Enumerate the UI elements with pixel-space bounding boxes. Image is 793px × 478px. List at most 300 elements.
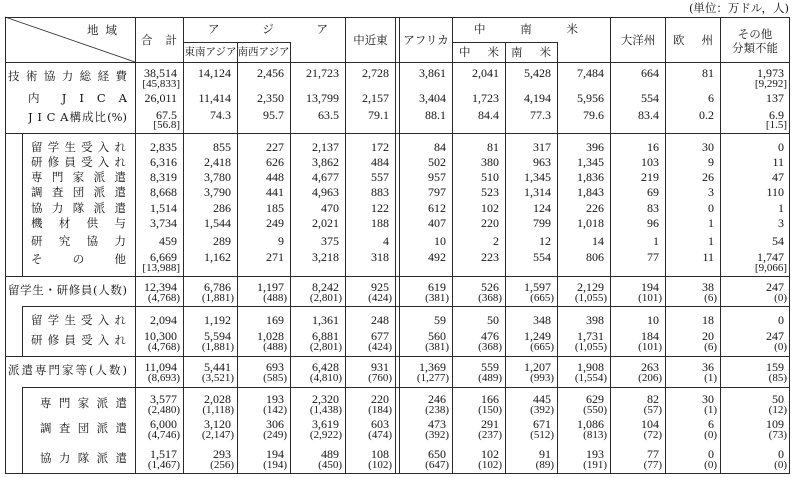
secondary-value: (392) — [530, 404, 554, 416]
value-cell: 10 — [434, 234, 446, 248]
secondary-value: (102) — [368, 459, 392, 471]
value-cell: 5,956 — [577, 91, 604, 105]
secondary-value: (85) — [768, 372, 787, 384]
value-cell: 11 — [772, 155, 784, 169]
header-southeast-asia: 東南アジア — [184, 46, 237, 58]
secondary-value: (8,693) — [147, 372, 180, 384]
row-label: 派遣専門家等(人数) — [8, 363, 127, 377]
value-cell: 6,881 — [312, 329, 339, 343]
secondary-value: (0) — [774, 459, 787, 471]
value-cell: 79.6 — [583, 108, 604, 122]
value-cell: 83 — [647, 201, 659, 215]
value-cell: 3,780 — [204, 170, 231, 184]
value-cell: 473 — [428, 417, 446, 431]
value-cell: 925 — [371, 280, 389, 294]
value-cell: 223 — [481, 250, 499, 264]
value-cell: 63.5 — [318, 108, 339, 122]
value-cell: 2,129 — [577, 280, 604, 294]
value-cell: 1,973 — [757, 66, 784, 80]
secondary-value: (2,801) — [309, 292, 342, 304]
secondary-value: (2,480) — [147, 404, 180, 416]
value-cell: 1 — [653, 234, 659, 248]
value-cell: 169 — [266, 313, 284, 327]
value-cell: 3,404 — [419, 91, 446, 105]
secondary-value: (993) — [530, 372, 554, 384]
value-cell: 291 — [481, 417, 499, 431]
value-cell: 470 — [321, 201, 339, 215]
value-cell: 11 — [702, 250, 714, 264]
value-cell: 554 — [641, 91, 659, 105]
secondary-value: (194) — [263, 459, 287, 471]
value-cell: 560 — [428, 329, 446, 343]
secondary-value: (1,055) — [574, 341, 607, 353]
secondary-value: (4,768) — [147, 341, 180, 353]
value-cell: 2,137 — [312, 140, 339, 154]
unit-note: (単位：万ドル，人) — [688, 1, 789, 15]
secondary-value: (57) — [643, 404, 662, 416]
value-cell: 664 — [641, 66, 659, 80]
value-cell: 1 — [708, 234, 714, 248]
row-label: 技 術 協 力 総 経 費 — [8, 69, 127, 83]
secondary-value: (1,881) — [201, 341, 234, 353]
header-oceania: 大洋州 — [620, 33, 656, 47]
secondary-value: (665) — [530, 341, 554, 353]
value-cell: 13,799 — [306, 91, 339, 105]
row-label: 留学生・研修員(人数) — [8, 283, 127, 297]
secondary-value: (813) — [583, 429, 607, 441]
value-cell: 0 — [708, 447, 714, 461]
secondary-value: (102) — [478, 459, 502, 471]
value-cell: 1,544 — [204, 216, 231, 230]
value-cell: 1,018 — [577, 216, 604, 230]
value-cell: 3,734 — [150, 216, 177, 230]
secondary-value: (101) — [638, 292, 662, 304]
value-cell: 83.4 — [638, 108, 659, 122]
value-cell: 77 — [647, 447, 659, 461]
value-cell: 629 — [586, 392, 604, 406]
value-cell: 1 — [778, 201, 784, 215]
value-cell: 26 — [702, 170, 714, 184]
value-cell: 1,086 — [577, 417, 604, 431]
secondary-value: (2,922) — [309, 429, 342, 441]
secondary-value: (1,277) — [416, 372, 449, 384]
secondary-value: (424) — [368, 292, 392, 304]
value-cell: 2,728 — [362, 66, 389, 80]
value-cell: 166 — [481, 392, 499, 406]
value-cell: 122 — [371, 201, 389, 215]
value-cell: 1,197 — [257, 280, 284, 294]
header-europe: 欧 州 — [673, 33, 713, 47]
value-cell: 3,120 — [204, 417, 231, 431]
secondary-value: (0) — [704, 459, 717, 471]
value-cell: 2,041 — [472, 66, 499, 80]
value-cell: 554 — [533, 250, 551, 264]
value-cell: 8,668 — [150, 185, 177, 199]
value-cell: 1,361 — [312, 313, 339, 327]
value-cell: 855 — [213, 140, 231, 154]
secondary-value: (238) — [425, 404, 449, 416]
value-cell: 523 — [481, 185, 499, 199]
value-cell: 77.3 — [530, 108, 551, 122]
value-cell: 6 — [708, 91, 714, 105]
value-cell: 2 — [493, 234, 499, 248]
value-cell: 30 — [702, 140, 714, 154]
value-cell: 188 — [371, 216, 389, 230]
value-cell: 9 — [708, 155, 714, 169]
secondary-value: (89) — [535, 459, 554, 471]
value-cell: 6.9 — [769, 108, 784, 122]
value-cell: 108 — [371, 447, 389, 461]
value-cell: 963 — [533, 155, 551, 169]
value-cell: 11,414 — [198, 91, 231, 105]
value-cell: 96 — [647, 216, 659, 230]
secondary-value: (12) — [768, 404, 787, 416]
value-cell: 476 — [481, 329, 499, 343]
value-cell: 5,594 — [204, 329, 231, 343]
secondary-value: [9,066] — [754, 262, 787, 274]
secondary-value: (368) — [478, 341, 502, 353]
secondary-value: (2,147) — [201, 429, 234, 441]
secondary-value: (77) — [643, 459, 662, 471]
value-cell: 74.3 — [210, 108, 231, 122]
value-cell: 226 — [586, 201, 604, 215]
header-unclassified: 分類不能 — [732, 41, 778, 55]
value-cell: 6,000 — [150, 417, 177, 431]
secondary-value: [56.8] — [153, 119, 180, 131]
secondary-value: (142) — [263, 404, 287, 416]
value-cell: 626 — [266, 155, 284, 169]
value-cell: 6 — [708, 417, 714, 431]
header-south-america: 南 米 — [511, 45, 551, 59]
row-label: J I C A構成比(%) — [28, 110, 127, 124]
value-cell: 219 — [641, 170, 659, 184]
row-label: 協 力 隊 派 遣 — [31, 201, 126, 215]
value-cell: 247 — [766, 280, 784, 294]
row-label: 内 J I C A — [28, 91, 127, 105]
value-cell: 102 — [481, 201, 499, 215]
value-cell: 26,011 — [144, 91, 177, 105]
value-cell: 59 — [434, 313, 446, 327]
value-cell: 306 — [266, 417, 284, 431]
secondary-value: (0) — [774, 292, 787, 304]
secondary-value: (72) — [643, 429, 662, 441]
value-cell: 4 — [383, 234, 389, 248]
value-cell: 247 — [766, 329, 784, 343]
value-cell: 3 — [778, 216, 784, 230]
value-cell: 1,747 — [757, 250, 784, 264]
value-cell: 398 — [586, 313, 604, 327]
value-cell: 883 — [371, 185, 389, 199]
value-cell: 124 — [533, 201, 551, 215]
secondary-value: (489) — [478, 372, 502, 384]
secondary-value: (488) — [263, 292, 287, 304]
value-cell: 11,094 — [144, 360, 177, 374]
value-cell: 54 — [772, 234, 784, 248]
secondary-value: (424) — [368, 341, 392, 353]
secondary-value: (585) — [263, 372, 287, 384]
value-cell: 1,249 — [524, 329, 551, 343]
value-cell: 194 — [266, 447, 284, 461]
secondary-value: (0) — [704, 429, 717, 441]
value-cell: 82 — [647, 392, 659, 406]
value-cell: 77 — [647, 250, 659, 264]
value-cell: 5,441 — [204, 360, 231, 374]
value-cell: 448 — [266, 170, 284, 184]
secondary-value: (1) — [704, 404, 717, 416]
value-cell: 348 — [533, 313, 551, 327]
value-cell: 50 — [772, 392, 784, 406]
value-cell: 88.1 — [425, 108, 446, 122]
value-cell: 677 — [371, 329, 389, 343]
header-other: その他 — [737, 27, 773, 41]
secondary-value: (474) — [368, 429, 392, 441]
value-cell: 220 — [481, 216, 499, 230]
secondary-value: [13,988] — [142, 262, 180, 274]
header-central-america: 中 米 — [459, 45, 499, 59]
secondary-value: (1,438) — [309, 404, 342, 416]
value-cell: 50 — [487, 313, 499, 327]
value-cell: 172 — [371, 140, 389, 154]
value-cell: 6,428 — [312, 360, 339, 374]
value-cell: 2,350 — [257, 91, 284, 105]
header-total: 合 計 — [141, 33, 177, 47]
value-cell: 137 — [766, 91, 784, 105]
value-cell: 193 — [266, 392, 284, 406]
value-cell: 3,790 — [204, 185, 231, 199]
value-cell: 459 — [159, 234, 177, 248]
value-cell: 484 — [371, 155, 389, 169]
value-cell: 806 — [586, 250, 604, 264]
value-cell: 2,028 — [204, 392, 231, 406]
value-cell: 0 — [708, 201, 714, 215]
value-cell: 4,963 — [312, 185, 339, 199]
value-cell: 1,908 — [577, 360, 604, 374]
value-cell: 159 — [766, 360, 784, 374]
value-cell: 14 — [592, 234, 604, 248]
value-cell: 6,669 — [150, 250, 177, 264]
value-cell: 3,861 — [419, 66, 446, 80]
value-cell: 10 — [647, 313, 659, 327]
value-cell: 1,723 — [472, 91, 499, 105]
value-cell: 8,319 — [150, 170, 177, 184]
value-cell: 81 — [702, 66, 714, 80]
row-label: 専 門 家 派 遣 — [31, 170, 126, 184]
secondary-value: (381) — [425, 292, 449, 304]
value-cell: 16 — [647, 140, 659, 154]
value-cell: 21,723 — [306, 66, 339, 80]
value-cell: 1,517 — [150, 447, 177, 461]
secondary-value: (6) — [704, 292, 717, 304]
value-cell: 1 — [708, 216, 714, 230]
value-cell: 293 — [213, 447, 231, 461]
value-cell: 3,619 — [312, 417, 339, 431]
value-cell: 489 — [321, 447, 339, 461]
secondary-value: (760) — [368, 372, 392, 384]
value-cell: 7,484 — [577, 66, 604, 80]
secondary-value: (450) — [318, 459, 342, 471]
value-cell: 2,835 — [150, 140, 177, 154]
value-cell: 289 — [213, 234, 231, 248]
value-cell: 4,677 — [312, 170, 339, 184]
value-cell: 69 — [647, 185, 659, 199]
value-cell: 102 — [481, 447, 499, 461]
value-cell: 1,314 — [524, 185, 551, 199]
row-label: 研 修 員 受 入 れ — [31, 333, 126, 347]
value-cell: 445 — [533, 392, 551, 406]
value-cell: 318 — [371, 250, 389, 264]
row-label: そ の 他 — [31, 252, 126, 266]
value-cell: 1,162 — [204, 250, 231, 264]
value-cell: 91 — [539, 447, 551, 461]
value-cell: 492 — [428, 250, 446, 264]
row-label: 留 学 生 受 入 れ — [31, 313, 126, 327]
header-latin-america: 中 南 米 — [474, 22, 578, 36]
value-cell: 109 — [766, 417, 784, 431]
value-cell: 407 — [428, 216, 446, 230]
value-cell: 104 — [641, 417, 659, 431]
value-cell: 184 — [641, 329, 659, 343]
value-cell: 12,394 — [144, 280, 177, 294]
value-cell: 931 — [371, 360, 389, 374]
value-cell: 1,731 — [577, 329, 604, 343]
row-label: 留 学 生 受 入 れ — [31, 140, 126, 154]
value-cell: 0 — [778, 447, 784, 461]
value-cell: 1,369 — [419, 360, 446, 374]
value-cell: 650 — [428, 447, 446, 461]
secondary-value: (191) — [583, 459, 607, 471]
row-label: 調 査 団 派 遣 — [40, 421, 127, 435]
value-cell: 559 — [481, 360, 499, 374]
value-cell: 249 — [266, 216, 284, 230]
value-cell: 263 — [641, 360, 659, 374]
value-cell: 38 — [702, 280, 714, 294]
value-cell: 110 — [766, 185, 784, 199]
value-cell: 1,514 — [150, 201, 177, 215]
value-cell: 2,021 — [312, 216, 339, 230]
row-label: 専 門 家 派 遣 — [40, 396, 127, 410]
value-cell: 612 — [428, 201, 446, 215]
secondary-value: (1,055) — [574, 292, 607, 304]
value-cell: 3,218 — [312, 250, 339, 264]
value-cell: 441 — [266, 185, 284, 199]
secondary-value: (206) — [638, 372, 662, 384]
secondary-value: (4,810) — [309, 372, 342, 384]
secondary-value: (665) — [530, 292, 554, 304]
value-cell: 797 — [428, 185, 446, 199]
header-asia: ア ジ ア — [208, 22, 328, 36]
value-cell: 799 — [533, 216, 551, 230]
value-cell: 1,028 — [257, 329, 284, 343]
secondary-value: (512) — [530, 429, 554, 441]
header-middle-east: 中近東 — [353, 33, 388, 47]
value-cell: 9 — [278, 234, 284, 248]
value-cell: 20 — [702, 329, 714, 343]
row-label: 調 査 団 派 遣 — [31, 185, 126, 199]
value-cell: 557 — [371, 170, 389, 184]
value-cell: 67.5 — [156, 108, 177, 122]
value-cell: 36 — [702, 360, 714, 374]
value-cell: 220 — [371, 392, 389, 406]
value-cell: 84.4 — [478, 108, 499, 122]
value-cell: 380 — [481, 155, 499, 169]
value-cell: 3,862 — [312, 155, 339, 169]
value-cell: 396 — [586, 140, 604, 154]
value-cell: 103 — [641, 155, 659, 169]
value-cell: 5,428 — [524, 66, 551, 80]
secondary-value: (6) — [704, 341, 717, 353]
value-cell: 510 — [481, 170, 499, 184]
value-cell: 1,597 — [524, 280, 551, 294]
value-cell: 526 — [481, 280, 499, 294]
value-cell: 0 — [778, 140, 784, 154]
value-cell: 18 — [702, 313, 714, 327]
secondary-value: [9,292] — [754, 78, 787, 90]
value-cell: 375 — [321, 234, 339, 248]
value-cell: 271 — [266, 250, 284, 264]
row-label: 研 修 員 受 入 れ — [31, 155, 126, 169]
value-cell: 38,514 — [144, 66, 177, 80]
header-southwest-asia: 南西アジア — [237, 46, 290, 58]
value-cell: 81 — [487, 140, 499, 154]
value-cell: 3 — [708, 185, 714, 199]
secondary-value: (647) — [425, 459, 449, 471]
value-cell: 286 — [213, 201, 231, 215]
value-cell: 6,786 — [204, 280, 231, 294]
value-cell: 95.7 — [263, 108, 284, 122]
secondary-value: [45,833] — [142, 78, 180, 90]
value-cell: 1,836 — [577, 170, 604, 184]
header-africa: アフリカ — [403, 33, 449, 47]
value-cell: 0.2 — [699, 108, 714, 122]
value-cell: 227 — [266, 140, 284, 154]
value-cell: 2,418 — [204, 155, 231, 169]
value-cell: 14,124 — [198, 66, 231, 80]
value-cell: 3,577 — [150, 392, 177, 406]
secondary-value: (381) — [425, 341, 449, 353]
secondary-value: (550) — [583, 404, 607, 416]
secondary-value: (392) — [425, 429, 449, 441]
secondary-value: (4,746) — [147, 429, 180, 441]
secondary-value: (184) — [368, 404, 392, 416]
value-cell: 79.1 — [368, 108, 389, 122]
secondary-value: (150) — [478, 404, 502, 416]
value-cell: 317 — [533, 140, 551, 154]
value-cell: 10,300 — [144, 329, 177, 343]
secondary-value: (237) — [478, 429, 502, 441]
value-cell: 248 — [371, 313, 389, 327]
secondary-value: (2,801) — [309, 341, 342, 353]
value-cell: 502 — [428, 155, 446, 169]
secondary-value: (101) — [638, 341, 662, 353]
value-cell: 246 — [428, 392, 446, 406]
value-cell: 47 — [772, 170, 784, 184]
value-cell: 2,157 — [362, 91, 389, 105]
secondary-value: (4,768) — [147, 292, 180, 304]
secondary-value: (1,467) — [147, 459, 180, 471]
value-cell: 1,345 — [577, 155, 604, 169]
value-cell: 1,345 — [524, 170, 551, 184]
value-cell: 12 — [539, 234, 551, 248]
secondary-value: (73) — [768, 429, 787, 441]
value-cell: 2,320 — [312, 392, 339, 406]
value-cell: 2,094 — [150, 313, 177, 327]
secondary-value: [1.5] — [765, 119, 787, 131]
value-cell: 6,316 — [150, 155, 177, 169]
secondary-value: (1,881) — [201, 292, 234, 304]
value-cell: 1,207 — [524, 360, 551, 374]
row-label: 協 力 隊 派 遣 — [40, 451, 127, 465]
secondary-value: (368) — [478, 292, 502, 304]
